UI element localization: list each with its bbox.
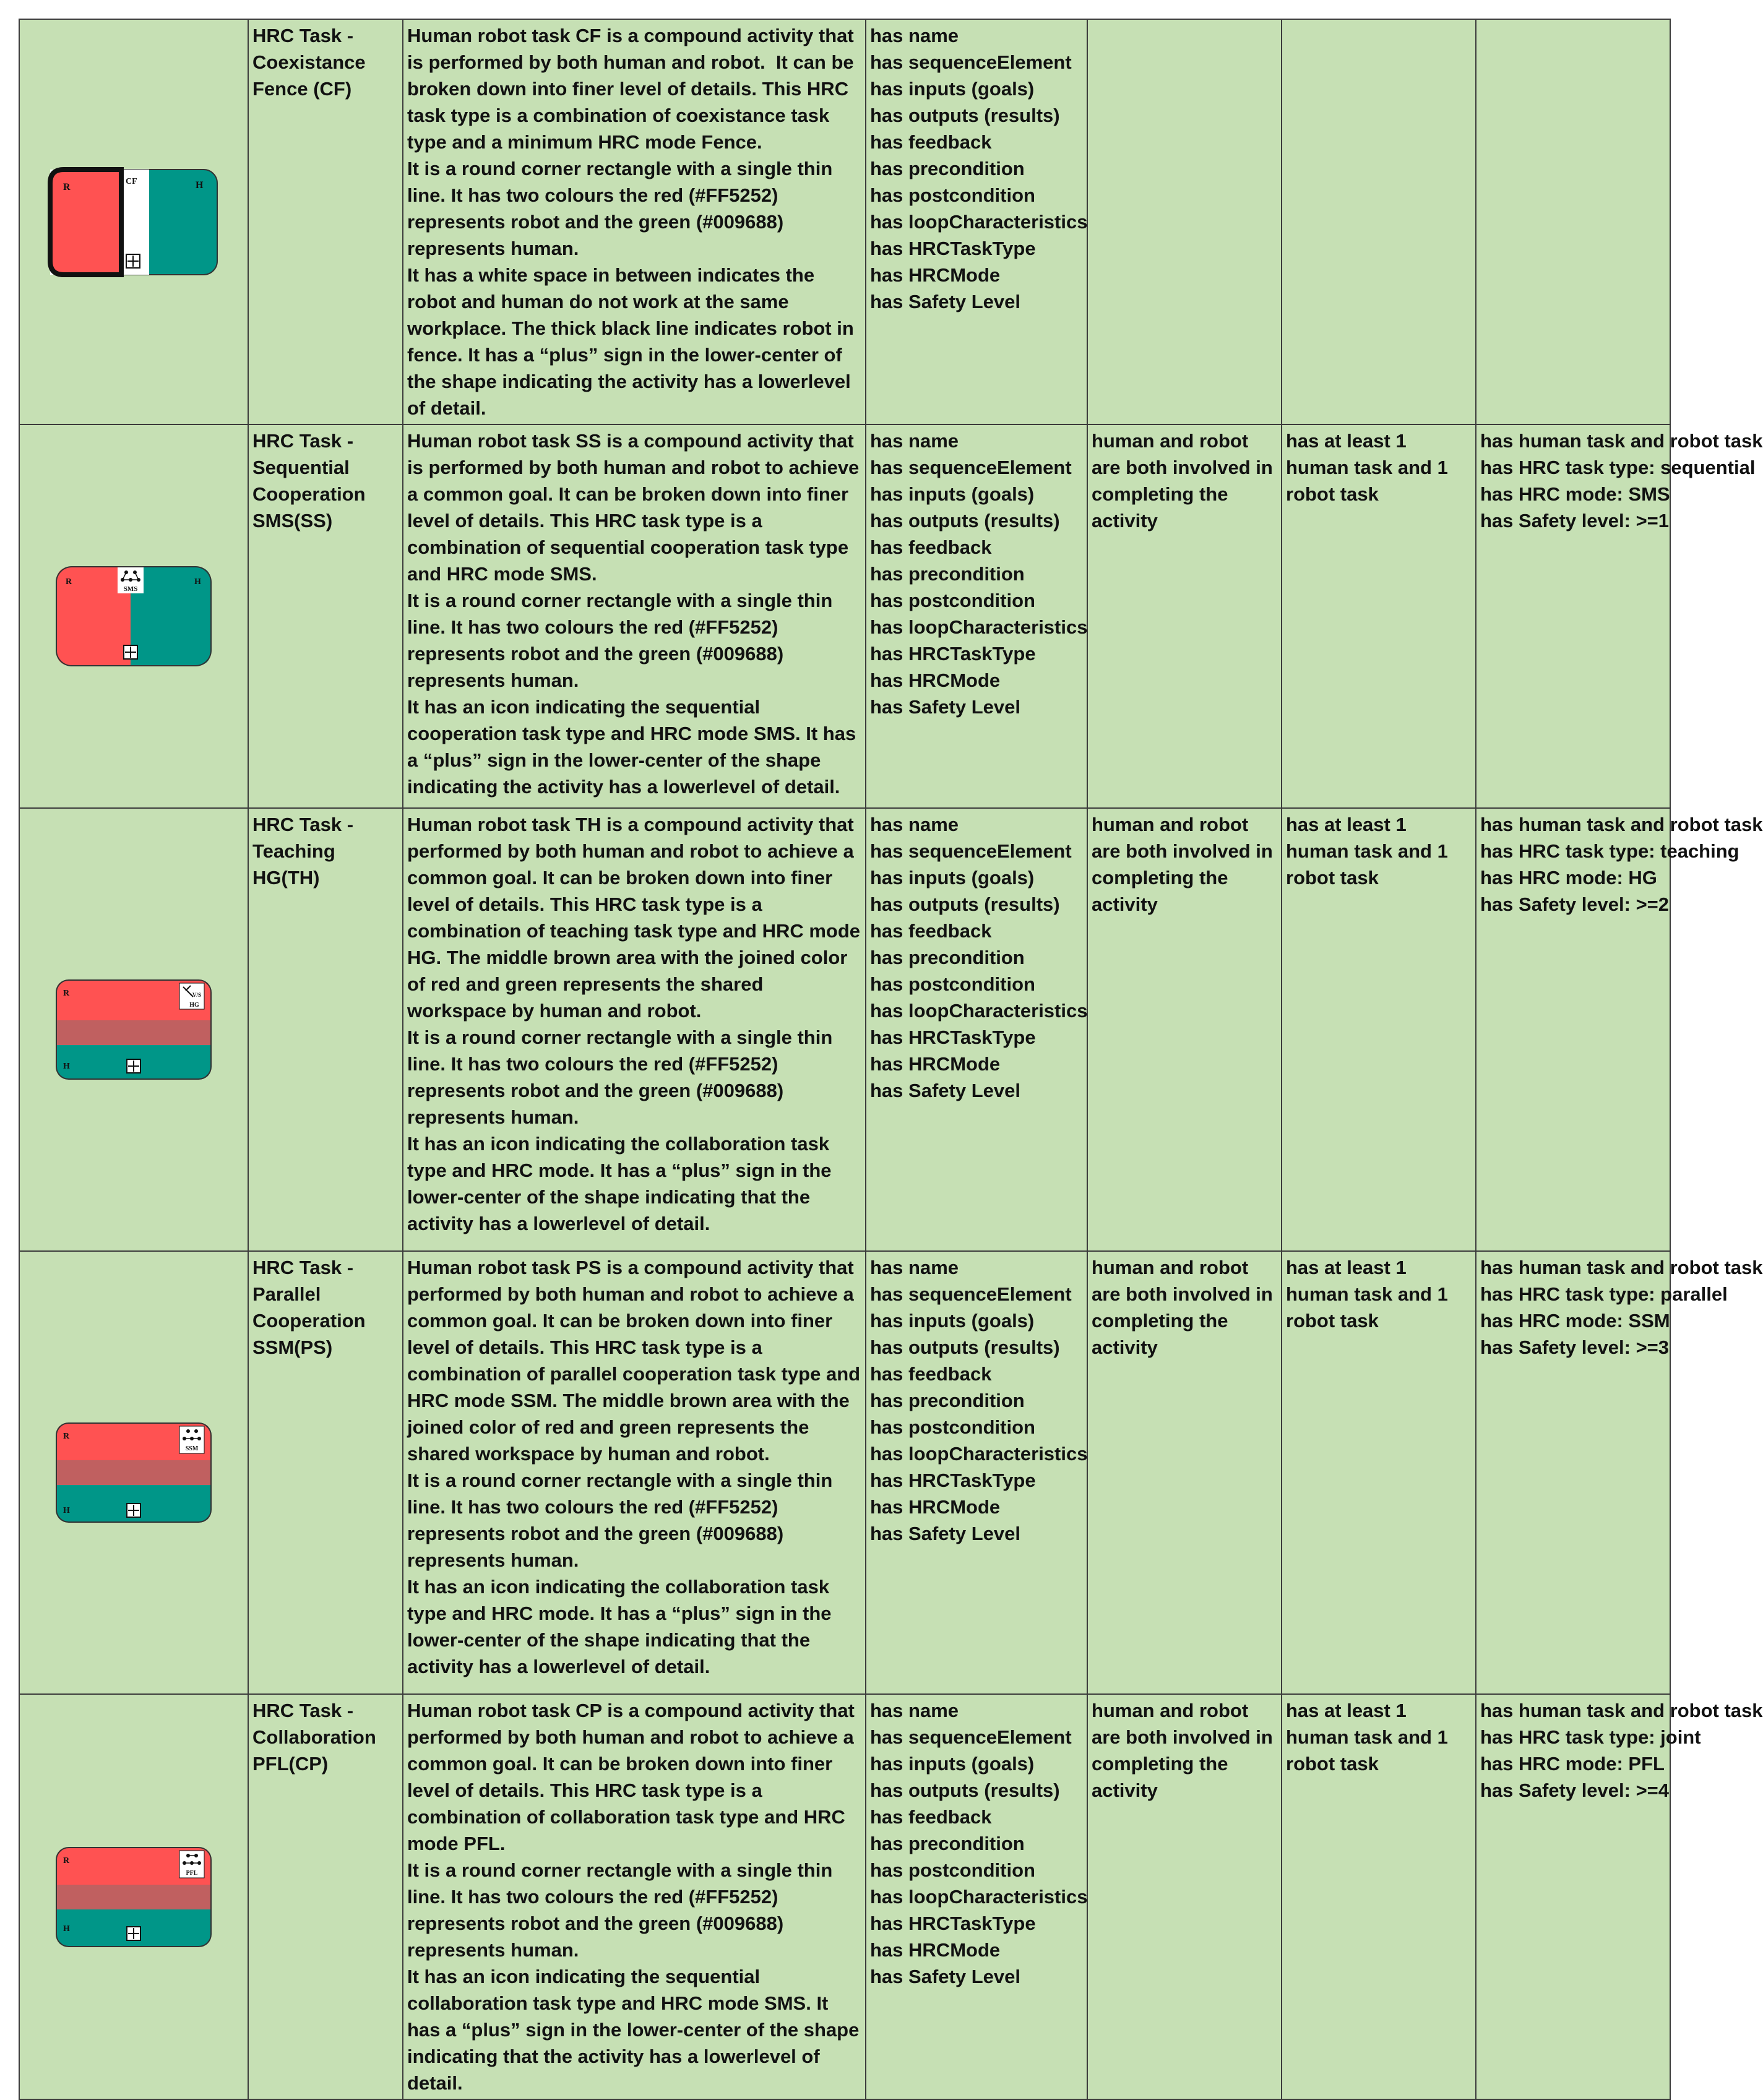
task-name: HRC Task - Sequential Cooperation SMS(SS) — [252, 430, 371, 531]
list-item: has outputs (results) — [870, 1336, 1060, 1358]
list-item: has precondition — [870, 1390, 1025, 1411]
task-description: Human robot task CF is a compound activity that is performed by both human and robot. It can be broken down into finer level of details. This HRC task type is a combination of coexistance task type and a minimum HRC mode Fence. It is a round corner rectangle with a single thin line. It has two colours the red (#FF5252) represents robot and the green (#009688) represents human. It has a white space in between indicates the robot and human do not work at the same workplace. The thick black line indicates robot in fence. It has a “plus” sign in the lower-center of the shape indicating the activity has a lowerlevel of detail. — [407, 25, 854, 419]
table-row — [19, 19, 1670, 424]
attributes-cell — [866, 1251, 1087, 1694]
plus-box-icon — [126, 254, 140, 268]
list-item: has HRCMode — [870, 1496, 1001, 1518]
task-name: HRC Task - Parallel Cooperation SSM(PS) — [252, 1257, 371, 1358]
shape-cell — [19, 808, 248, 1251]
list-item: has precondition — [870, 947, 1025, 968]
list-item: has HRCMode — [870, 1053, 1001, 1075]
list-item: has precondition — [870, 1833, 1025, 1854]
list-item: has human task and robot task — [1480, 430, 1763, 452]
list-item: has sequenceElement — [870, 457, 1072, 478]
list-item: has Safety level: >=1 — [1480, 510, 1670, 531]
property-list — [1480, 1697, 1763, 1804]
list-item: has sequenceElement — [870, 840, 1072, 862]
attribute-list — [870, 428, 1088, 720]
description-cell — [403, 1694, 866, 2099]
sequential-cooperation-icon — [118, 567, 144, 593]
min-tasks-cell — [1282, 1251, 1476, 1694]
involvement-cell — [1087, 1251, 1282, 1694]
list-item: has outputs (results) — [870, 105, 1060, 126]
list-item: has loopCharacteristics — [870, 211, 1088, 233]
teaching-icon — [179, 983, 204, 1009]
list-item: has postcondition — [870, 1416, 1035, 1438]
list-item: has HRCMode — [870, 1939, 1001, 1961]
min-tasks-cell — [1282, 808, 1476, 1251]
hrc-task-table — [19, 19, 1763, 2100]
properties-cell — [1476, 1251, 1763, 1694]
shape-cell — [19, 1251, 248, 1694]
min-tasks-cell — [1282, 19, 1476, 424]
shape-cell — [19, 1694, 248, 2099]
list-item: has Safety Level — [870, 696, 1020, 718]
list-item: has inputs (goals) — [870, 483, 1035, 505]
plus-box-icon — [127, 1059, 140, 1073]
list-item: has Safety level: >=3 — [1480, 1336, 1670, 1358]
list-item: has postcondition — [870, 973, 1035, 995]
properties-cell — [1476, 808, 1763, 1251]
list-item: has HRC mode: PFL — [1480, 1753, 1665, 1775]
hrc-task-cp-shape — [53, 1844, 214, 1950]
involvement-cell — [1087, 808, 1282, 1251]
description-cell — [403, 19, 866, 424]
hrc-task-ss-shape — [53, 564, 214, 669]
task-name-cell — [248, 808, 403, 1251]
list-item: has inputs (goals) — [870, 1310, 1035, 1332]
attribute-list — [870, 1697, 1088, 1990]
svg-text:V/S: V/S — [192, 992, 202, 998]
parallel-cooperation-icon — [179, 1426, 204, 1453]
list-item: has loopCharacteristics — [870, 1443, 1088, 1465]
human-label: H — [196, 179, 204, 191]
task-name: HRC Task - Teaching HG(TH) — [252, 814, 359, 889]
list-item: has human task and robot task — [1480, 1257, 1763, 1278]
list-item: has postcondition — [870, 590, 1035, 611]
properties-cell — [1476, 1694, 1763, 2099]
plus-box-icon — [127, 1504, 140, 1517]
table-row — [19, 808, 1670, 1251]
attribute-list — [870, 811, 1088, 1104]
list-item: has feedback — [870, 920, 992, 942]
list-item: has human task and robot task — [1480, 814, 1763, 835]
min-tasks-text: has at least 1 human task and 1 robot task — [1286, 1257, 1454, 1332]
collaboration-icon — [179, 1851, 204, 1878]
shape-cell — [19, 19, 248, 424]
list-item: has Safety level: >=4 — [1480, 1779, 1670, 1801]
mode-label: SMS — [123, 585, 138, 593]
list-item: has name — [870, 25, 959, 46]
list-item: has feedback — [870, 1806, 992, 1828]
list-item: has Safety Level — [870, 1080, 1020, 1101]
human-label: H — [63, 1506, 70, 1515]
description-cell — [403, 1251, 866, 1694]
attributes-cell — [866, 1694, 1087, 2099]
property-list — [1480, 1254, 1763, 1361]
list-item: has HRC mode: SSM — [1480, 1310, 1670, 1332]
list-item: has postcondition — [870, 1859, 1035, 1881]
task-name-cell — [248, 1694, 403, 2099]
list-item: has HRC mode: SMS — [1480, 483, 1670, 505]
human-label: H — [63, 1062, 70, 1071]
min-tasks-cell — [1282, 424, 1476, 808]
plus-box-icon — [124, 645, 137, 659]
list-item: has Safety Level — [870, 1523, 1020, 1544]
list-item: has postcondition — [870, 184, 1035, 206]
list-item: has sequenceElement — [870, 1283, 1072, 1305]
involvement-text: human and robot are both involved in completing the activity — [1092, 814, 1278, 915]
property-list — [1480, 811, 1763, 918]
involvement-text: human and robot are both involved in completing the activity — [1092, 1257, 1278, 1358]
hrc-task-cf-shape — [47, 166, 220, 278]
attributes-cell — [866, 424, 1087, 808]
list-item: has HRC task type: joint — [1480, 1726, 1701, 1748]
task-name-cell — [248, 19, 403, 424]
task-description: Human robot task CP is a compound activity that performed by both human and robot to achieve a common goal. It can be broken down into finer level of details. This HRC task type is a combination of collaboration task type and HRC mode PFL. It is a round corner rectangle with a single thin line. It has two colours the red (#FF5252) represents robot and the green (#009688) represents human. It has an icon indicating the sequential collaboration task type and HRC mode SMS. It has a “plus” sign in the lower-center of the shape indicating that the activity has a lowerlevel of detail. — [407, 1700, 860, 2094]
list-item: has outputs (results) — [870, 510, 1060, 531]
list-item: has feedback — [870, 131, 992, 153]
task-description: Human robot task TH is a compound activity that performed by both human and robot to achieve a common goal. It can be broken down into finer level of details. This HRC task type is a combination of teaching task type and HRC mode HG. The middle brown area with the joined color of red and green represents the shared workspace by human and robot. It is a round corner rectangle with a single thin line. It has two colours the red (#FF5252) represents robot and the green (#009688) represents human. It has an icon indicating the collaboration task type and HRC mode. It has a “plus” sign in the lower-center of the shape indicating that the activity has a lowerlevel of detail. — [407, 814, 861, 1234]
list-item: has feedback — [870, 1363, 992, 1385]
list-item: has loopCharacteristics — [870, 1886, 1088, 1908]
robot-label: R — [63, 1856, 70, 1865]
list-item: has HRCTaskType — [870, 238, 1036, 259]
robot-label: R — [63, 181, 71, 192]
list-item: has HRC task type: sequential — [1480, 457, 1756, 478]
task-name-cell — [248, 424, 403, 808]
hrc-task-th-shape — [53, 977, 214, 1082]
list-item: has name — [870, 430, 959, 452]
shape-cell — [19, 424, 248, 808]
robot-label: R — [66, 577, 72, 587]
table-row — [19, 424, 1670, 808]
list-item: has Safety Level — [870, 1966, 1020, 1987]
table-row — [19, 1251, 1670, 1694]
list-item: has HRCTaskType — [870, 1470, 1036, 1491]
min-tasks-text: has at least 1 human task and 1 robot task — [1286, 1700, 1454, 1775]
task-name-cell — [248, 1251, 403, 1694]
attribute-list — [870, 22, 1088, 315]
mode-label: SSM — [185, 1445, 199, 1452]
min-tasks-cell — [1282, 1694, 1476, 2099]
list-item: has HRC task type: parallel — [1480, 1283, 1728, 1305]
list-item: has loopCharacteristics — [870, 616, 1088, 638]
list-item: has human task and robot task — [1480, 1700, 1763, 1721]
list-item: has HRCTaskType — [870, 1913, 1036, 1934]
list-item: has sequenceElement — [870, 51, 1072, 73]
list-item: has HRCTaskType — [870, 643, 1036, 665]
list-item: has name — [870, 814, 959, 835]
involvement-text: human and robot are both involved in completing the activity — [1092, 1700, 1278, 1801]
list-item: has name — [870, 1257, 959, 1278]
list-item: has inputs (goals) — [870, 1753, 1035, 1775]
table-row — [19, 1694, 1670, 2099]
list-item: has outputs (results) — [870, 1779, 1060, 1801]
robot-label: R — [63, 989, 70, 998]
list-item: has HRC task type: teaching — [1480, 840, 1739, 862]
list-item: has Safety level: >=2 — [1480, 893, 1670, 915]
properties-cell — [1476, 19, 1670, 424]
list-item: has HRCTaskType — [870, 1026, 1036, 1048]
attribute-list — [870, 1254, 1088, 1547]
list-item: has precondition — [870, 158, 1025, 179]
min-tasks-text: has at least 1 human task and 1 robot task — [1286, 814, 1454, 889]
property-list — [1480, 428, 1763, 534]
involvement-cell — [1087, 1694, 1282, 2099]
mode-label: HG — [189, 1002, 199, 1009]
list-item: has inputs (goals) — [870, 867, 1035, 889]
list-item: has sequenceElement — [870, 1726, 1072, 1748]
involvement-text: human and robot are both involved in completing the activity — [1092, 430, 1278, 531]
task-description: Human robot task PS is a compound activity that performed by both human and robot to achieve a common goal. It can be broken down into finer level of details. This HRC task type is a combination of parallel cooperation task type and HRC mode SSM. The middle brown area with the joined color of red and green represents the shared workspace by human and robot. It is a round corner rectangle with a single thin line. It has two colours the red (#FF5252) represents robot and the green (#009688) represents human. It has an icon indicating the collaboration task type and HRC mode. It has a “plus” sign in the lower-center of the shape indicating that the activity has a lowerlevel of detail. — [407, 1257, 861, 1677]
attributes-cell — [866, 19, 1087, 424]
description-cell — [403, 808, 866, 1251]
task-name: HRC Task - Coexistance Fence (CF) — [252, 25, 371, 100]
min-tasks-text: has at least 1 human task and 1 robot task — [1286, 430, 1454, 505]
attributes-cell — [866, 808, 1087, 1251]
hrc-task-ps-shape — [53, 1420, 214, 1525]
list-item: has name — [870, 1700, 959, 1721]
mode-label: PFL — [186, 1869, 198, 1877]
list-item: has HRC mode: HG — [1480, 867, 1657, 889]
task-description: Human robot task SS is a compound activity that is performed by both human and robot to achieve a common goal. It can be broken down into finer level of details. This HRC task type is a combination of sequential cooperation task type and HRC mode SMS. It is a round corner rectangle with a single thin line. It has two colours the red (#FF5252) represents robot and the green (#009688) represents human. It has an icon indicating the sequential cooperation task type and HRC mode SMS. It has a “plus” sign in the lower-center of the shape indicating the activity has a lowerlevel of detail. — [407, 430, 860, 798]
human-label: H — [63, 1924, 70, 1934]
description-cell — [403, 424, 866, 808]
mode-label: CF — [126, 176, 137, 186]
plus-box-icon — [127, 1927, 140, 1940]
involvement-cell — [1087, 424, 1282, 808]
list-item: has HRCMode — [870, 264, 1001, 286]
list-item: has outputs (results) — [870, 893, 1060, 915]
robot-label: R — [63, 1432, 70, 1441]
list-item: has inputs (goals) — [870, 78, 1035, 100]
list-item: has feedback — [870, 536, 992, 558]
list-item: has Safety Level — [870, 291, 1020, 312]
involvement-cell — [1087, 19, 1282, 424]
task-name: HRC Task - Collaboration PFL(CP) — [252, 1700, 382, 1775]
properties-cell — [1476, 424, 1763, 808]
list-item: has precondition — [870, 563, 1025, 585]
human-label: H — [194, 577, 201, 587]
list-item: has loopCharacteristics — [870, 1000, 1088, 1022]
list-item: has HRCMode — [870, 669, 1001, 691]
